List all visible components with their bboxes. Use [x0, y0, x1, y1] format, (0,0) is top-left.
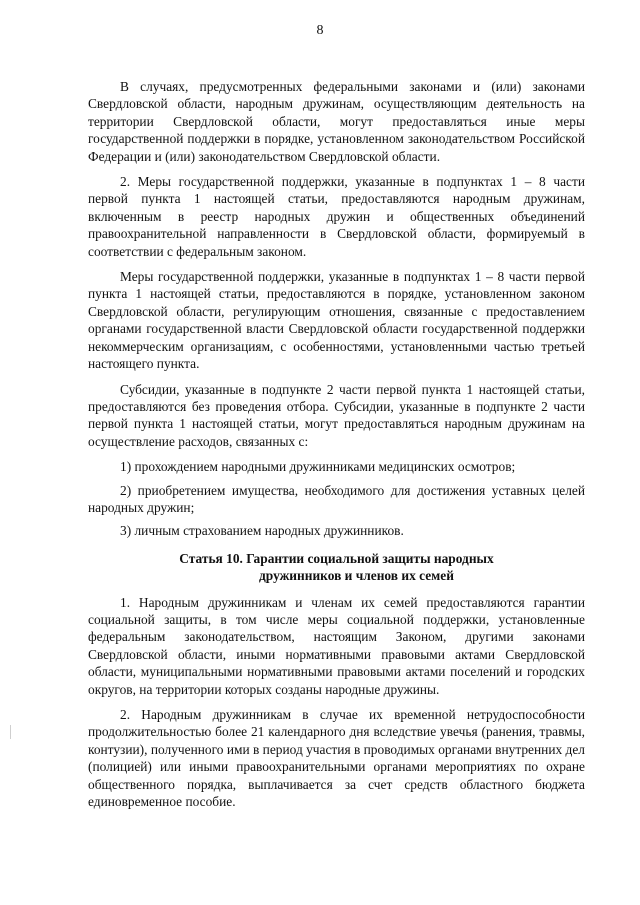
article-10-heading — [88, 550, 585, 585]
paragraph-item-2-registry: 2. Меры государственной поддержки, указанные в подпунктах 1 – 8 части первой пункта 1 настоящей статьи, предоставляются народным дружинам, включенным в реестр народных дружин и общественных объединений правоохранительной направленности в Свердловской области, формируемый в соответствии с федеральным законом. — [88, 174, 585, 259]
paragraph-social-guarantees: 1. Народным дружинникам и членам их семей предоставляются гарантии социальной защиты, в том числе меры социальной поддержки, установленные федеральным законодательством, настоящим Законом, другими законами Свердловской области, иными нормативными правовыми актами Свердловской области, муниципальными нормативными правовыми актами поселений и городских округов, на территории которых созданы народные дружины. — [88, 594, 585, 697]
list-item-insurance: 3) личным страхованием народных дружинников. — [120, 523, 404, 539]
paragraph-temporary-disability-allowance: 2. Народным дружинникам в случае их временной нетрудоспособности продолжительностью более 21 календарного дня вследствие увечья (ранения, травмы, контузии), полученного ими в период участия в проводимых органами внутренних дел (полицией) или иными правоохранительными органами мероприятиях по охране общественного порядка, выплачивается за счет средств областного бюджета единовременное пособие. — [88, 707, 585, 810]
list-item-medical-exams: 1) прохождением народными дружинниками медицинских осмотров; — [120, 459, 516, 475]
scan-margin-mark — [10, 725, 11, 739]
body-text — [88, 78, 585, 818]
paragraph-support-procedure: Меры государственной поддержки, указанные в подпунктах 1 – 8 части первой пункта 1 настоящей статьи, предоставляются в порядке, установленном законом Свердловской области, регулирующим отношения, связанные с предоставлением органами государственной власти Свердловской области государственной поддержки некоммерческим организациям, с особенностями, установленными частью третьей настоящего пункта. — [88, 269, 585, 372]
paragraph-subsidies: Субсидии, указанные в подпункте 2 части первой пункта 1 настоящей статьи, предоставляются без проведения отбора. Субсидии, указанные в подпункте 2 части первой пункта 1 настоящей статьи, могут предоставляться народным дружинам на осуществление расходов, связанных с: — [88, 381, 585, 449]
page-number: 8 — [316, 23, 324, 38]
list-item-property-acquisition: 2) приобретением имущества, необходимого для достижения уставных целей народных дружин; — [88, 482, 585, 515]
article-10-title-line-2: дружинников и членов их семей — [259, 568, 454, 584]
paragraph-other-support-measures: В случаях, предусмотренных федеральными законами и (или) законами Свердловской области, народным дружинам, осуществляющим деятельность на территории Свердловской области, могут предоставляться иные меры государственной поддержки в порядке, установленном законодательством Российской Федерации и (или) законодательством Свердловской области. — [88, 79, 585, 164]
article-10-title-line-1: Статья 10. Гарантии социальной защиты народных — [179, 550, 494, 566]
